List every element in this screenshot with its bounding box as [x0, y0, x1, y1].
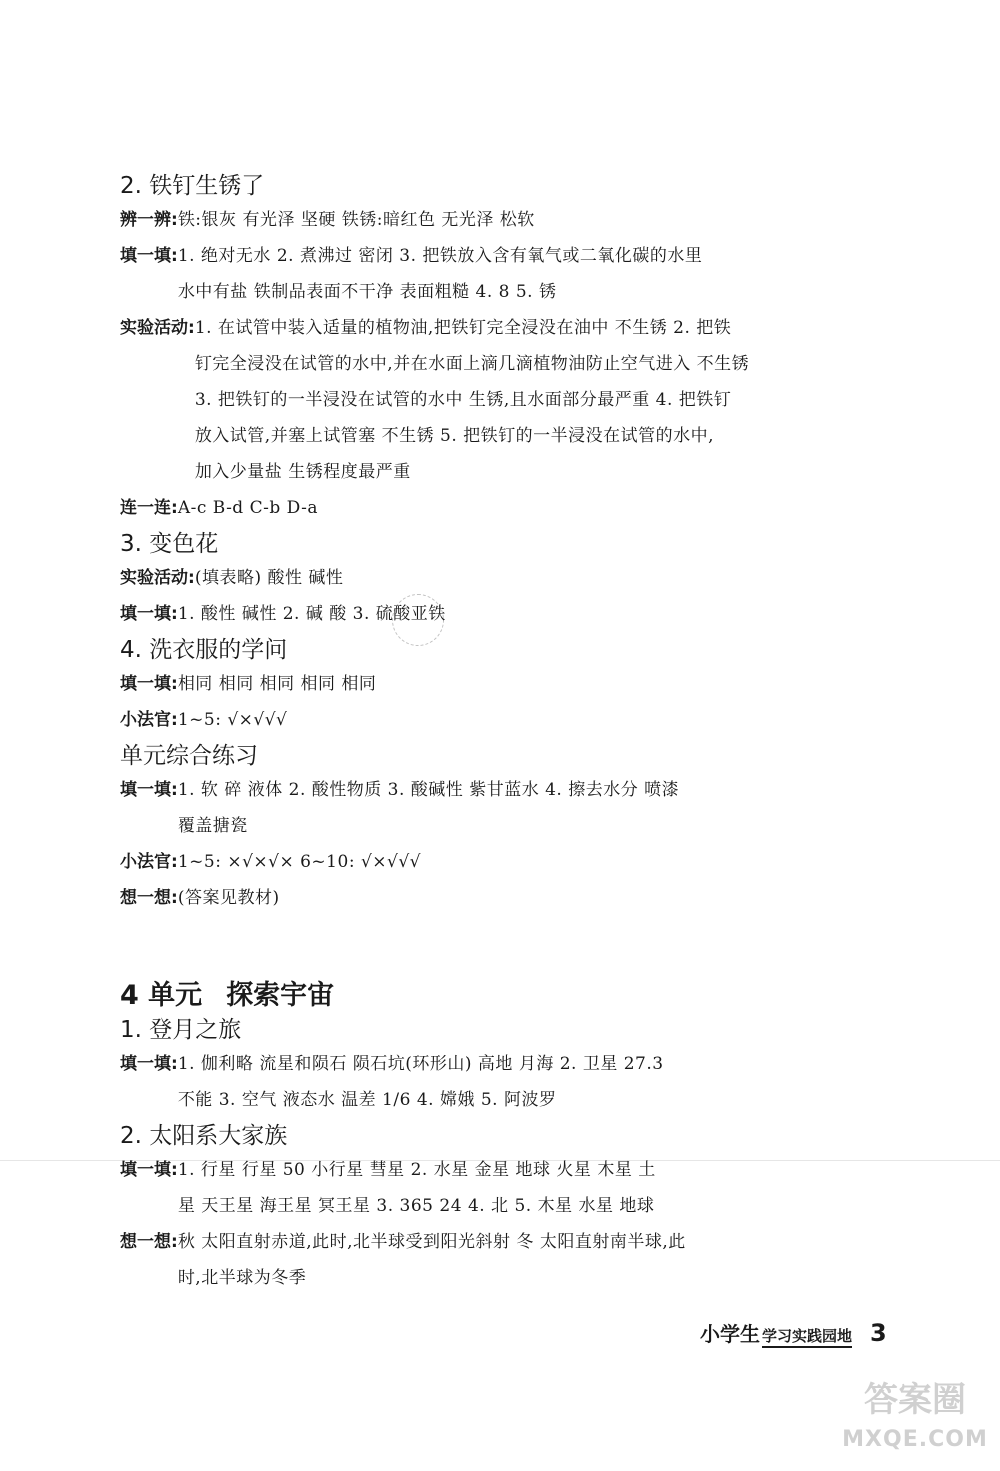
section-title: 2. 铁钉生锈了: [120, 173, 265, 199]
answer-line: 时,北半球为冬季: [177, 1268, 307, 1288]
answer-row: [120, 1224, 890, 1296]
answer-line: 1. 酸性 碱性 2. 碱 酸 3. 硫酸亚铁: [177, 604, 446, 624]
answer-row: [120, 1046, 890, 1118]
answer-line: 1~5: √×√√√: [177, 710, 288, 730]
section-title: 2. 太阳系大家族: [120, 1123, 288, 1149]
answer-line: 1~5: ×√×√× 6~10: √×√√√: [177, 852, 422, 872]
row-label: 填一填:: [120, 604, 178, 624]
row-answer: [195, 310, 890, 490]
row-label: 小法官:: [120, 852, 178, 872]
section-title: 4. 洗衣服的学问: [120, 637, 288, 663]
row-label: 实验活动:: [120, 318, 195, 338]
answer-row: [120, 772, 890, 844]
row-answer: [195, 560, 890, 596]
row-label: 填一填:: [120, 1054, 178, 1074]
answer-content: [120, 168, 890, 1296]
page-number: 3: [870, 1319, 887, 1347]
answer-row: [120, 1152, 890, 1224]
answer-row: [120, 560, 890, 596]
answer-line: 放入试管,并塞上试管塞 不生锈 5. 把铁钉的一半浸没在试管的水中,: [194, 426, 715, 446]
row-answer: [178, 490, 890, 526]
answer-row: [120, 202, 890, 238]
row-label: 填一填:: [120, 1160, 178, 1180]
row-answer: [178, 596, 890, 632]
answer-line: 星 天王星 海王星 冥王星 3. 365 24 4. 北 5. 木星 水星 地球: [177, 1196, 655, 1216]
row-label: 填一填:: [120, 246, 178, 266]
answer-line: 1. 伽利略 流星和陨石 陨石坑(环形山) 高地 月海 2. 卫星 27.3: [177, 1054, 664, 1074]
answer-line: 3. 把铁钉的一半浸没在试管的水中 生锈,且水面部分最严重 4. 把铁钉: [194, 390, 732, 410]
answer-row: [120, 490, 890, 526]
row-label: 想一想:: [120, 888, 178, 908]
unit-title: [120, 980, 890, 1012]
unit-number: 4 单元: [120, 980, 203, 1011]
watermark-text: 答案圈: [864, 1380, 966, 1420]
section-title: 单元综合练习: [120, 743, 258, 769]
watermark-url: MXQE.COM: [842, 1427, 988, 1452]
answer-line: 1. 行星 行星 50 小行星 彗星 2. 水星 金星 地球 火星 木星 土: [177, 1160, 656, 1180]
answer-line: 1. 绝对无水 2. 煮沸过 密闭 3. 把铁放入含有氧气或二氧化碳的水里: [177, 246, 703, 266]
footer-brand-sub: 学习实践园地: [762, 1325, 852, 1348]
row-label: 想一想:: [120, 1232, 178, 1252]
row-answer: [178, 702, 890, 738]
answer-line: (答案见教材): [177, 888, 280, 908]
answer-row: [120, 596, 890, 632]
answer-line: 相同 相同 相同 相同 相同: [177, 674, 377, 694]
row-answer: [178, 1152, 890, 1224]
answer-row: [120, 880, 890, 916]
section-title: 1. 登月之旅: [120, 1017, 242, 1043]
row-answer: [178, 880, 890, 916]
section-title: 3. 变色花: [120, 531, 219, 557]
answer-line: 1. 在试管中装入适量的植物油,把铁钉完全浸没在油中 不生锈 2. 把铁: [194, 318, 732, 338]
footer-brand: 小学生: [700, 1322, 760, 1346]
row-answer: [178, 844, 890, 880]
answer-row: [120, 238, 890, 310]
row-answer: [178, 238, 890, 310]
answer-line: (填表略) 酸性 碱性: [194, 568, 344, 588]
row-answer: [178, 1224, 890, 1296]
answer-line: 不能 3. 空气 液态水 温差 1/6 4. 嫦娥 5. 阿波罗: [177, 1090, 557, 1110]
answer-row: [120, 310, 890, 490]
unit-spacer: [120, 916, 890, 978]
answer-row: [120, 666, 890, 702]
row-label: 填一填:: [120, 674, 178, 694]
answer-line: 铁:银灰 有光泽 坚硬 铁锈:暗红色 无光泽 松软: [177, 210, 535, 230]
row-label: 辨一辨:: [120, 210, 178, 230]
unit-name: 探索宇宙: [226, 980, 335, 1011]
answer-row: [120, 844, 890, 880]
answer-line: 1. 软 碎 液体 2. 酸性物质 3. 酸碱性 紫甘蓝水 4. 擦去水分 喷漆: [177, 780, 680, 800]
watermark-logo: [830, 1380, 1000, 1470]
answer-line: 秋 太阳直射赤道,此时,北半球受到阳光斜射 冬 太阳直射南半球,此: [177, 1232, 686, 1252]
row-answer: [178, 1046, 890, 1118]
row-label: 填一填:: [120, 780, 178, 800]
page-footer: [700, 1318, 887, 1358]
answer-line: A-c B-d C-b D-a: [177, 498, 318, 518]
row-answer: [178, 772, 890, 844]
answer-line: 覆盖搪瓷: [177, 816, 248, 836]
row-answer: [178, 666, 890, 702]
answer-line: 钉完全浸没在试管的水中,并在水面上滴几滴植物油防止空气进入 不生锈: [194, 354, 750, 374]
answer-row: [120, 702, 890, 738]
row-label: 连一连:: [120, 498, 178, 518]
answer-line: 加入少量盐 生锈程度最严重: [194, 462, 411, 482]
answer-line: 水中有盐 铁制品表面不干净 表面粗糙 4. 8 5. 锈: [177, 282, 557, 302]
row-label: 实验活动:: [120, 568, 195, 588]
row-label: 小法官:: [120, 710, 178, 730]
row-answer: [178, 202, 890, 238]
